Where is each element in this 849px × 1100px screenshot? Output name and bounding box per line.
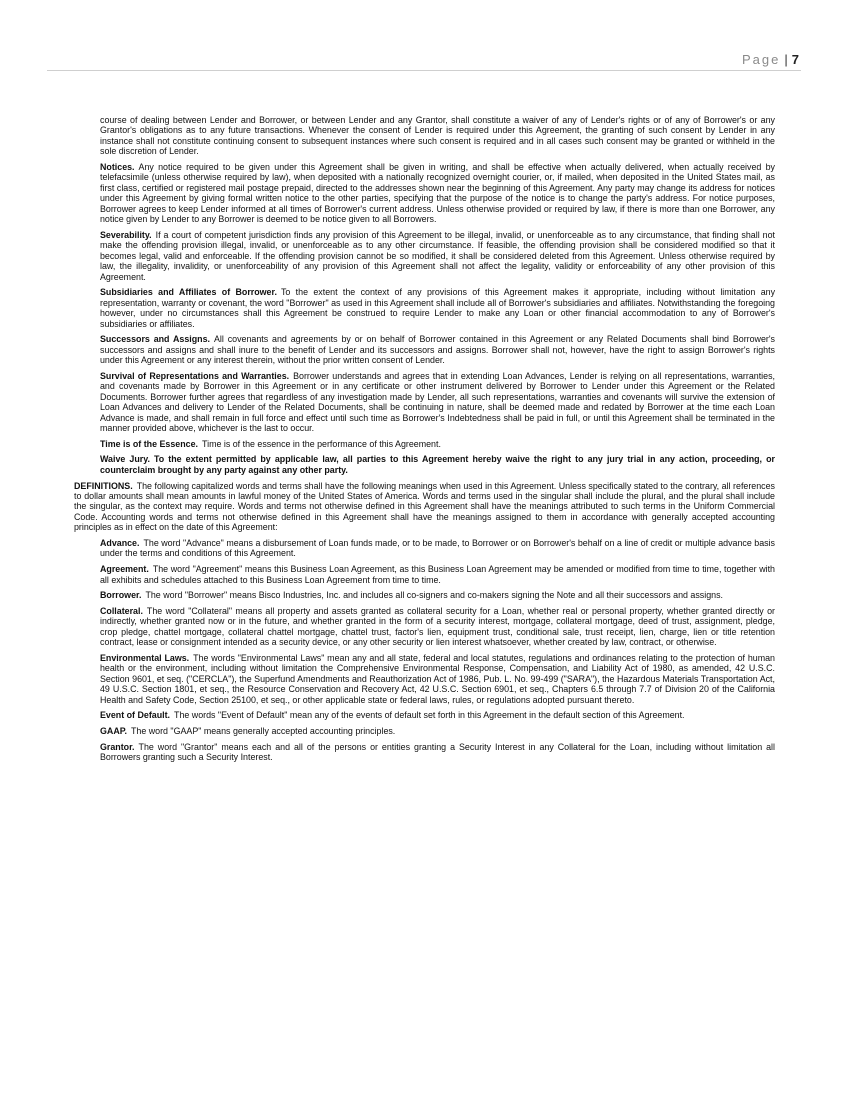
- definition-grantor: [74, 742, 775, 763]
- definition-term: GAAP.: [100, 725, 127, 736]
- definition-term: Event of Default.: [100, 710, 171, 721]
- page-label: Page: [742, 52, 781, 67]
- definition-text: The words "Environmental Laws" mean any and all state, federal and local statutes, regulations and ordinances relating to the protection of human health or the environment, including without limitation the Comprehensive Environmental Response, Compensation, and Liability Act of 1980, as amended, 42 U.S.C. Section 9601, et seq. ("CERCLA"), the Superfund Amendments and Reauthorization Act of 1986, Pub. L. No. 99-499 ("SARA"), the Hazardous Materials Transportation Act, 49 U.S.C. Section 1801, et seq., the Resource Conservation and Recovery Act, 42 U.S.C. Section 6901, et seq., Chapters 6.5 through 7.7 of Division 20 of the California Health and Safety Code, Section 25100, et seq., or other applicable state or federal laws, rules, or regulations adopted pursuant thereto.: [100, 652, 775, 705]
- section-survival: [74, 371, 775, 434]
- section-text: Borrower understands and agrees that in extending Loan Advances, Lender is relying on all representations, warranties, and covenants made by Borrower in this Agreement or in any certificate or other instrument delivered by Borrower to Lender under this Agreement or the Related Documents. Borrower further agrees that regardless of any investigation made by Lender, all such representations, warranties and covenants will survive the extension of Loan Advances and delivery to Lender of the Related Documents, shall be continuing in nature, shall be deemed made and redated by Borrower at the time each Loan Advance is made, and shall remain in full force and effect until such time as Borrower's Indebtedness shall be paid in full, or until this Agreement shall be terminated in the manner provided above, whichever is the last to occur.: [100, 370, 775, 434]
- definition-term: Borrower.: [100, 590, 142, 601]
- section-title: Subsidiaries and Affiliates of Borrower.: [100, 287, 277, 298]
- section-severability: [74, 230, 775, 282]
- page-header: [742, 52, 799, 67]
- definition-text: The word "GAAP" means generally accepted accounting principles.: [130, 725, 396, 736]
- definition-text: The words "Event of Default" mean any of the events of default set forth in this Agreement in the default section of this Agreement.: [174, 710, 685, 721]
- section-subsidiaries: [74, 287, 775, 329]
- definition-borrower: [74, 590, 775, 600]
- definition-advance: [74, 538, 775, 559]
- definitions-intro-text: The following capitalized words and terms shall have the following meanings when used in this Agreement. Unless specifically stated to the contrary, all references to dollar amounts shall mean amounts in lawful money of the United States of America. Words and terms used in the singular shall include the plural, and the plural shall include the singular, as the context may require. Words and terms not otherwise defined in this Agreement shall have the meanings attributed to such terms in the Uniform Commercial Code. Accounting words and terms not otherwise defined in this Agreement shall have the meanings assigned to them in accordance with generally accepted accounting principles as in effect on the date of this Agreement:: [74, 480, 775, 533]
- section-title: Successors and Assigns.: [100, 334, 210, 345]
- definition-text: The word "Advance" means a disbursement of Loan funds made, or to be made, to Borrower or on Borrower's behalf on a line of credit or multiple advance basis under the terms and conditions of this Agreement.: [100, 538, 775, 559]
- section-text: All covenants and agreements by or on behalf of Borrower contained in this Agreement or any Related Documents shall bind Borrower's successors and assigns and shall inure to the benefit of Lender and its successors and assigns. Borrower shall not, however, have the right to assign Borrower's rights under this Agreement or any interest therein, without the prior written consent of Lender.: [100, 334, 775, 366]
- page-separator: |: [784, 52, 788, 67]
- definitions-intro: [74, 481, 775, 533]
- definition-text: The word "Grantor" means each and all of the persons or entities granting a Security Interest in any Collateral for the Loan, including without limitation all Borrowers granting such a Security Interest.: [100, 741, 775, 763]
- header-divider: [47, 70, 801, 71]
- definition-text: The word "Collateral" means all property and assets granted as collateral security for a Loan, whether real or personal property, whether granted directly or indirectly, whether granted now or in the future, and whether granted in the form of a security interest, mortgage, collateral mortgage, deed of trust, assignment, pledge, crop pledge, chattel mortgage, collateral chattel mortgage, chattel trust, factor's lien, equipment trust, conditional sale, trust receipt, lien, charge, lien or title retention contract, lease or consignment intended as a security device, or any other security or lien interest whatsoever, whether created by law, contract, or otherwise.: [100, 605, 775, 648]
- definition-gaap: [74, 726, 775, 736]
- section-title: Waive Jury.: [100, 454, 150, 465]
- section-title: Time is of the Essence.: [100, 438, 198, 449]
- definition-environmental-laws: [74, 653, 775, 705]
- section-text: To the extent the context of any provisions of this Agreement makes it appropriate, including without limitation any representation, warranty or covenant, the word "Borrower" as used in this Agreement shall include all of Borrower's subsidiaries and affiliates. Notwithstanding the foregoing however, under no circumstances shall this Agreement be construed to require Lender to make any Loan or other financial accommodation to any of Borrower's subsidiaries or affiliates.: [100, 287, 776, 329]
- section-successors: [74, 334, 775, 365]
- section-title: Survival of Representations and Warranties.: [100, 370, 290, 381]
- page-number: 7: [791, 52, 799, 67]
- definition-term: Grantor.: [100, 741, 135, 752]
- section-text: Time is of the essence in the performance of this Agreement.: [202, 438, 441, 449]
- definition-term: Agreement.: [100, 564, 149, 575]
- section-title: Notices.: [100, 162, 135, 172]
- section-text: Any notice required to be given under this Agreement shall be given in writing, and shall be effective when actually delivered, when actually received by telefacsimile (unless otherwise required by law), when deposited with a nationally recognized overnight courier, or, if mailed, when deposited in the United States mail, as first class, certified or registered mail postage prepaid, directed to the addresses shown near the beginning of this Agreement. Any party may change its address for notices under this Agreement by giving formal written notice to the other parties, specifying that the purpose of the notice is to change the party's address. For notice purposes, Borrower agrees to keep Lender informed at all times of Borrower's current address. Unless otherwise provided or required by law, if there is more than one Borrower, any notice given by Lender to any Borrower is deemed to be notice given to all Borrowers.: [100, 162, 775, 225]
- section-title: Severability.: [100, 229, 152, 240]
- definition-text: The word "Borrower" means Bisco Industries, Inc. and includes all co-signers and co-makers signing the Note and all their successors and assigns.: [145, 590, 723, 601]
- document-body: [74, 115, 775, 768]
- paragraph-continued: [74, 115, 775, 157]
- section-time-essence: [74, 439, 775, 449]
- section-notices: [74, 162, 775, 225]
- definition-term: Collateral.: [100, 605, 143, 616]
- definition-text: The word "Agreement" means this Business Loan Agreement, as this Business Loan Agreement may be amended or modified from time to time, together with all exhibits and schedules attached to this Business Loan Agreement from time to time.: [100, 564, 775, 585]
- section-text: If a court of competent jurisdiction finds any provision of this Agreement to be illegal, invalid, or unenforceable as to any circumstance, that finding shall not make the offending provision illegal, invalid, or unenforceable as to any other circumstance. If feasible, the offending provision shall be considered modified so that it becomes legal, valid and enforceable. If the offending provision cannot be so modified, it shall be considered deleted from this Agreement. Unless otherwise required by law, the illegality, invalidity, or unenforceability of any provision of this Agreement shall not affect the legality, validity or enforceability of any other provision of this Agreement.: [100, 229, 775, 282]
- section-text: To the extent permitted by applicable law, all parties to this Agreement hereby waive the right to any jury trial in any action, proceeding, or counterclaim brought by any party against any other party.: [100, 454, 775, 475]
- paragraph-text: course of dealing between Lender and Borrower, or between Lender and any Grantor, shall constitute a waiver of any of Lender's rights or of any of Borrower's or any Grantor's obligations as to any future transactions. Whenever the consent of Lender is required under this Agreement, the granting of such consent by Lender in any instance shall not constitute continuing consent to subsequent instances where such consent is required and in all cases such consent may be granted or withheld in the sole discretion of Lender.: [100, 115, 775, 157]
- definition-term: Advance.: [100, 538, 140, 548]
- definition-event-of-default: [74, 710, 775, 720]
- definition-term: Environmental Laws.: [100, 652, 190, 663]
- definition-agreement: [74, 564, 775, 585]
- definition-collateral: [74, 606, 775, 648]
- definitions-heading: DEFINITIONS.: [74, 480, 133, 491]
- section-waive-jury: [74, 454, 775, 475]
